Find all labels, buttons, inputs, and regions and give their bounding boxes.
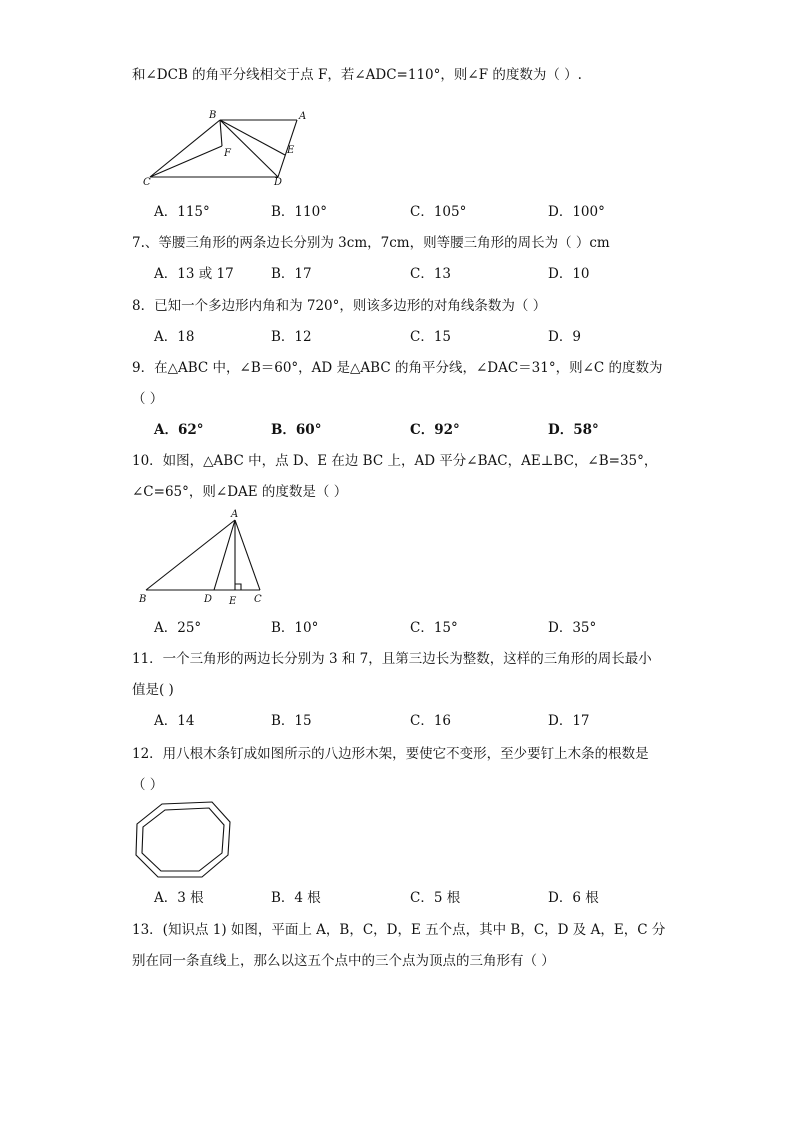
q9-option-b[interactable]: B．60° bbox=[271, 422, 322, 438]
seg-CF bbox=[150, 146, 222, 177]
label-B: B bbox=[139, 594, 147, 605]
q11-option-c[interactable]: C．16 bbox=[410, 713, 452, 729]
q6-stem: 和∠DCB 的角平分线相交于点 F，若∠ADC=110°，则∠F 的度数为（ ）. bbox=[132, 67, 582, 83]
label-A: A bbox=[299, 111, 307, 122]
q7-option-c[interactable]: C．13 bbox=[410, 266, 452, 282]
q7-option-d[interactable]: D．10 bbox=[548, 266, 590, 282]
q10-option-a[interactable]: A．25° bbox=[154, 620, 202, 636]
label-B: B bbox=[209, 110, 217, 121]
label-E: E bbox=[287, 145, 295, 156]
q13-stem-line2: 别在同一条直线上，那么以这五个点中的三个点为顶点的三角形有（ ） bbox=[132, 953, 555, 969]
q6-option-b[interactable]: B．110° bbox=[271, 204, 327, 220]
seg-BC bbox=[150, 120, 220, 177]
q10-triangle-figure bbox=[136, 508, 276, 606]
q11-option-d[interactable]: D．17 bbox=[548, 713, 590, 729]
label-E: E bbox=[229, 596, 237, 607]
q7-stem: 7.、等腰三角形的两条边长分别为 3cm，7cm，则等腰三角形的周长为（ ）cm bbox=[132, 235, 610, 251]
q12-option-c[interactable]: C．5 根 bbox=[410, 890, 461, 906]
q12-option-a[interactable]: A．3 根 bbox=[154, 890, 204, 906]
q12-options bbox=[154, 889, 674, 907]
q11-stem-line2: 值是( ) bbox=[132, 682, 174, 698]
q6-parallelogram-figure bbox=[140, 108, 310, 188]
q9-option-d[interactable]: D．58° bbox=[548, 422, 599, 438]
q6-option-a[interactable]: A．115° bbox=[154, 204, 210, 220]
label-C: C bbox=[254, 594, 262, 605]
q11-stem-line1: 11．一个三角形的两边长分别为 3 和 7，且第三边长为整数，这样的三角形的周长最小 bbox=[132, 651, 652, 667]
q6-option-c[interactable]: C．105° bbox=[410, 204, 467, 220]
q10-stem-line1: 10．如图，△ABC 中，点 D、E 在边 BC 上，AD 平分∠BAC，AE⊥BC，∠B=35°， bbox=[132, 453, 658, 469]
q12-option-b[interactable]: B．4 根 bbox=[271, 890, 321, 906]
q6-option-d[interactable]: D．100° bbox=[548, 204, 605, 220]
q8-options bbox=[154, 328, 674, 346]
q11-option-a[interactable]: A．14 bbox=[154, 713, 195, 729]
q12-option-d[interactable]: D．6 根 bbox=[548, 890, 599, 906]
q10-option-c[interactable]: C．15° bbox=[410, 620, 458, 636]
q12-octagon-figure bbox=[132, 800, 234, 880]
seg-AB bbox=[146, 520, 235, 590]
octagon-outer bbox=[136, 802, 230, 877]
octagon-inner bbox=[142, 808, 224, 871]
q10-options bbox=[154, 619, 674, 637]
q10-stem-line2: ∠C=65°，则∠DAE 的度数是（ ） bbox=[132, 484, 348, 500]
q13-stem-line1: 13．(知识点 1) 如图，平面上 A，B，C，D，E 五个点，其中 B，C，D 及 A，E，C 分 bbox=[132, 922, 666, 938]
right-angle-mark bbox=[235, 584, 241, 590]
label-C: C bbox=[143, 177, 151, 188]
q8-option-a[interactable]: A．18 bbox=[154, 329, 195, 345]
q9-options bbox=[154, 421, 674, 439]
q7-option-b[interactable]: B．17 bbox=[271, 266, 312, 282]
q8-option-c[interactable]: C．15 bbox=[410, 329, 452, 345]
seg-BF bbox=[220, 120, 222, 146]
q6-options bbox=[154, 203, 674, 221]
q9-stem-line1: 9．在△ABC 中，∠B＝60°，AD 是△ABC 的角平分线，∠DAC＝31°，则∠C 的度数为 bbox=[132, 360, 663, 376]
label-A: A bbox=[231, 509, 239, 520]
q7-option-a[interactable]: A．13 或 17 bbox=[154, 266, 234, 282]
q7-options bbox=[154, 265, 674, 283]
label-D: D bbox=[274, 177, 283, 188]
label-F: F bbox=[224, 148, 231, 159]
seg-AD bbox=[214, 520, 235, 590]
label-D: D bbox=[204, 594, 213, 605]
q10-option-d[interactable]: D．35° bbox=[548, 620, 597, 636]
q8-option-b[interactable]: B．12 bbox=[271, 329, 312, 345]
q8-stem: 8．已知一个多边形内角和为 720°，则该多边形的对角线条数为（ ） bbox=[132, 298, 547, 314]
q12-stem-line2: （ ） bbox=[132, 777, 164, 793]
q11-option-b[interactable]: B．15 bbox=[271, 713, 312, 729]
q8-option-d[interactable]: D．9 bbox=[548, 329, 581, 345]
q9-stem-line2: （ ） bbox=[132, 391, 164, 407]
q12-stem-line1: 12．用八根木条钉成如图所示的八边形木架，要使它不变形，至少要钉上木条的根数是 bbox=[132, 746, 649, 762]
q9-option-a[interactable]: A．62° bbox=[154, 422, 204, 438]
q11-options bbox=[154, 712, 674, 730]
seg-AC bbox=[235, 520, 260, 590]
q9-option-c[interactable]: C．92° bbox=[410, 422, 460, 438]
q10-option-b[interactable]: B．10° bbox=[271, 620, 319, 636]
